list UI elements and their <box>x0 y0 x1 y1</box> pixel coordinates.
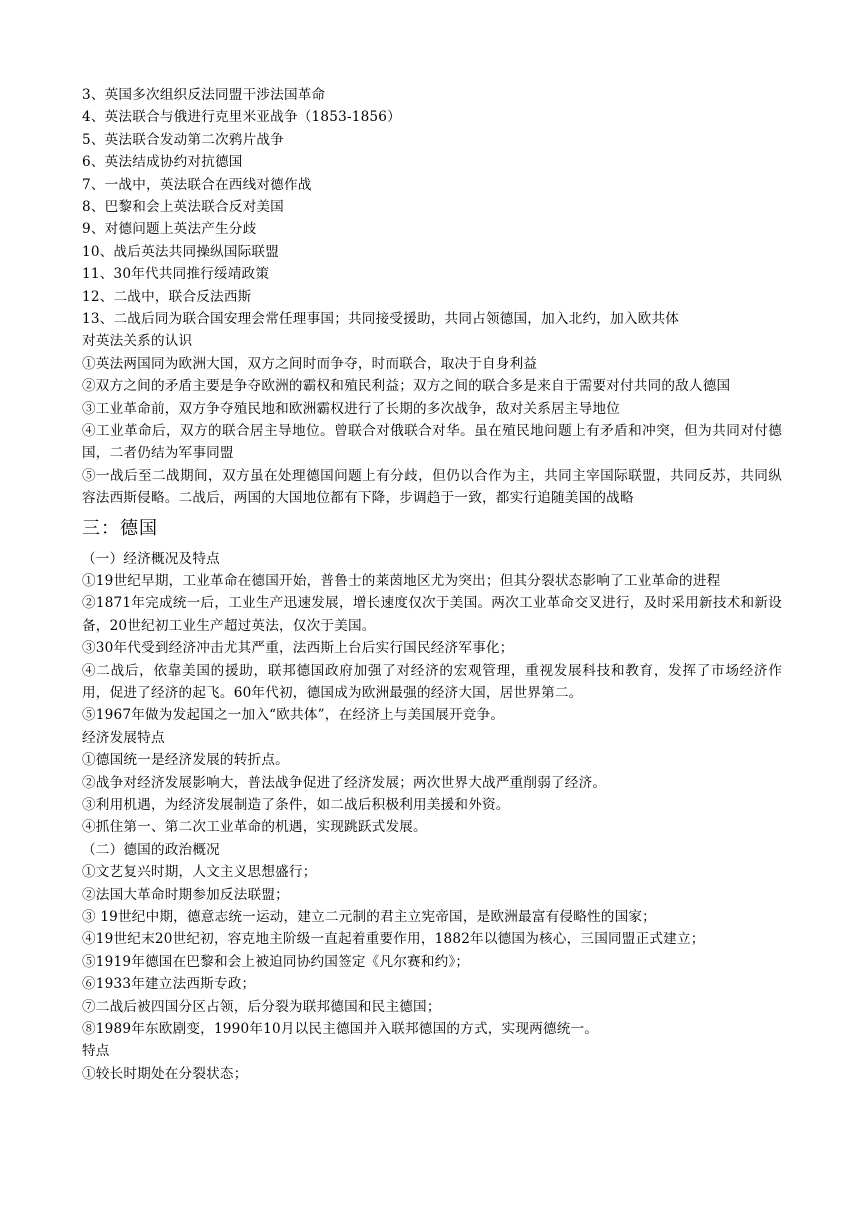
list-item: ⑧1989年东欧剧变，1990年10月以民主德国并入联邦德国的方式，实现两德统一。 <box>82 1021 599 1038</box>
paragraph: ③30年代受到经济冲击尤其严重，法西斯上台后实行国民经济军事化； <box>82 640 514 657</box>
paragraph: ①19世纪早期，工业革命在德国开始，普鲁士的莱茵地区尤为突出；但其分裂状态影响了工业革命的进程 <box>82 572 721 589</box>
subsection-heading: （一）经济概况及特点 <box>82 550 220 567</box>
list-item: 9、对德问题上英法产生分歧 <box>82 221 257 238</box>
paragraph: ④二战后，依靠美国的援助，联邦德国政府加强了对经济的宏观管理，重视发展科技和教育，发挥了市场经济作用，促进了经济的起飞。60年代初，德国成为欧洲最强的经济大国，居世界第二。 <box>82 662 782 701</box>
list-item: ⑥1933年建立法西斯专政； <box>82 976 256 993</box>
list-item: 3、英国多次组织反法同盟干涉法国革命 <box>82 87 326 103</box>
list-item: ①较长时期处在分裂状态； <box>82 1065 248 1082</box>
paragraph: ①英法两国同为欧洲大国，双方之间时而争夺，时而联合，取决于自身利益 <box>82 355 538 372</box>
paragraph: ②双方之间的矛盾主要是争夺欧洲的霸权和殖民利益；双方之间的联合多是来自于需要对付共同的敌人德国 <box>82 378 731 395</box>
subheading: 特点 <box>82 1043 110 1060</box>
document-page <box>82 84 782 1085</box>
list-item: ⑤1919年德国在巴黎和会上被迫同协约国签定《凡尔赛和约》； <box>82 953 470 970</box>
list-item: ②法国大革命时期参加反法联盟； <box>82 886 289 903</box>
list-item: ④抓住第一、第二次工业革命的机遇，实现跳跃式发展。 <box>82 819 427 836</box>
section-heading: 三：德国 <box>82 517 158 539</box>
list-item: 5、英法联合发动第二次鸦片战争 <box>82 131 284 148</box>
list-item: 10、战后英法共同操纵国际联盟 <box>82 243 280 260</box>
list-item: 6、英法结成协约对抗德国 <box>82 154 243 171</box>
list-item: 7、一战中，英法联合在西线对德作战 <box>82 176 312 193</box>
list-item: ②战争对经济发展影响大，普法战争促进了经济发展；两次世界大战严重削弱了经济。 <box>82 774 607 791</box>
list-item: 12、二战中，联合反法西斯 <box>82 288 252 305</box>
list-item: 4、英法联合与俄进行克里米亚战争（1853-1856） <box>82 109 401 126</box>
paragraph: ⑤1967年做为发起国之一加入“欧共体”，在经济上与美国展开竞争。 <box>82 707 505 724</box>
subheading: 经济发展特点 <box>82 729 165 746</box>
subsection-heading: （二）德国的政治概况 <box>82 841 220 858</box>
paragraph: ④工业革命后，双方的联合居主导地位。曾联合对俄联合对华。虽在殖民地问题上有矛盾和冲突，但为共同对付德国，二者仍结为军事同盟 <box>82 422 782 462</box>
list-item: ③利用机遇，为经济发展制造了条件，如二战后积极利用美援和外资。 <box>82 796 510 813</box>
list-item: ③ 19世纪中期，德意志统一运动，建立二元制的君主立宪帝国，是欧洲最富有侵略性的国家； <box>82 908 656 925</box>
list-item: ④19世纪末20世纪初，容克地主阶级一直起着重要作用，1882年以德国为核心，三国同盟正式建立； <box>82 931 705 948</box>
subheading: 对英法关系的认识 <box>82 333 193 350</box>
paragraph: ②1871年完成统一后，工业生产迅速发展，增长速度仅次于美国。两次工业革命交叉进行，及时采用新技术和新设备，20世纪初工业生产超过英法，仅次于美国。 <box>82 595 782 634</box>
list-item: ⑦二战后被四国分区占领，后分裂为联邦德国和民主德国； <box>82 998 441 1015</box>
paragraph: ⑤一战后至二战期间，双方虽在处理德国问题上有分歧，但仍以合作为主，共同主宰国际联盟，共同反苏，共同纵容法西斯侵略。二战后，两国的大国地位都有下降，步调趋于一致，都实行追随美国的战略 <box>82 467 782 507</box>
list-item: ①文艺复兴时期，人文主义思想盛行； <box>82 864 317 881</box>
list-item: 13、二战后同为联合国安理会常任理事国；共同接受援助，共同占领德国，加入北约，加入欧共体 <box>82 310 680 327</box>
list-item: ①德国统一是经济发展的转折点。 <box>82 752 289 769</box>
paragraph: ③工业革命前，双方争夺殖民地和欧洲霸权进行了长期的多次战争，敌对关系居主导地位 <box>82 400 620 417</box>
list-item: 8、巴黎和会上英法联合反对美国 <box>82 198 284 215</box>
list-item: 11、30年代共同推行绥靖政策 <box>82 266 270 283</box>
